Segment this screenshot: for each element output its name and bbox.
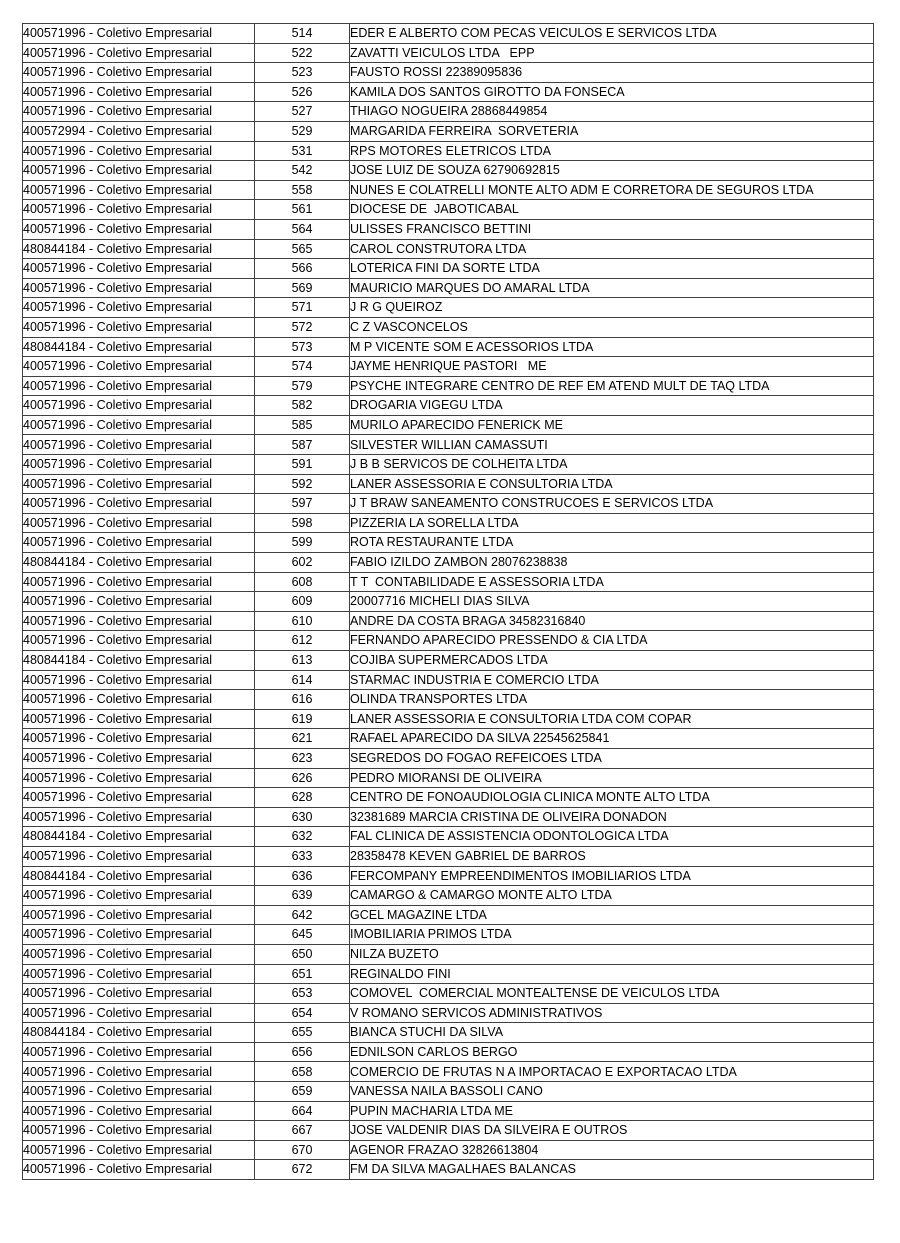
beneficiary-cell: EDER E ALBERTO COM PECAS VEICULOS E SERVICOS LTDA xyxy=(350,24,874,44)
beneficiary-cell: V ROMANO SERVICOS ADMINISTRATIVOS xyxy=(350,1003,874,1023)
plan-cell: 400571996 - Coletivo Empresarial xyxy=(23,82,255,102)
beneficiary-cell: ZAVATTI VEICULOS LTDA EPP xyxy=(350,43,874,63)
beneficiary-cell: LANER ASSESSORIA E CONSULTORIA LTDA COM COPAR xyxy=(350,709,874,729)
beneficiary-cell: ANDRE DA COSTA BRAGA 34582316840 xyxy=(350,611,874,631)
beneficiary-cell: ULISSES FRANCISCO BETTINI xyxy=(350,219,874,239)
beneficiary-cell: M P VICENTE SOM E ACESSORIOS LTDA xyxy=(350,337,874,357)
table-row xyxy=(23,1023,874,1043)
sequence-cell: 612 xyxy=(255,631,350,651)
sequence-cell: 650 xyxy=(255,944,350,964)
beneficiary-cell: EDNILSON CARLOS BERGO xyxy=(350,1042,874,1062)
sequence-cell: 587 xyxy=(255,435,350,455)
sequence-cell: 529 xyxy=(255,121,350,141)
plan-cell: 400571996 - Coletivo Empresarial xyxy=(23,474,255,494)
sequence-cell: 651 xyxy=(255,964,350,984)
sequence-cell: 632 xyxy=(255,827,350,847)
beneficiary-cell: JOSE VALDENIR DIAS DA SILVEIRA E OUTROS xyxy=(350,1121,874,1141)
sequence-cell: 658 xyxy=(255,1062,350,1082)
beneficiary-cell: KAMILA DOS SANTOS GIROTTO DA FONSECA xyxy=(350,82,874,102)
sequence-cell: 542 xyxy=(255,161,350,181)
beneficiary-cell: COJIBA SUPERMERCADOS LTDA xyxy=(350,651,874,671)
sequence-cell: 591 xyxy=(255,455,350,475)
table-row xyxy=(23,219,874,239)
beneficiary-cell: FABIO IZILDO ZAMBON 28076238838 xyxy=(350,553,874,573)
sequence-cell: 598 xyxy=(255,513,350,533)
plan-cell: 400571996 - Coletivo Empresarial xyxy=(23,592,255,612)
plan-cell: 400571996 - Coletivo Empresarial xyxy=(23,63,255,83)
table-row xyxy=(23,474,874,494)
sequence-cell: 667 xyxy=(255,1121,350,1141)
beneficiary-cell: T T CONTABILIDADE E ASSESSORIA LTDA xyxy=(350,572,874,592)
table-row xyxy=(23,396,874,416)
beneficiary-cell: C Z VASCONCELOS xyxy=(350,317,874,337)
plan-cell: 400571996 - Coletivo Empresarial xyxy=(23,1082,255,1102)
beneficiary-cell: VANESSA NAILA BASSOLI CANO xyxy=(350,1082,874,1102)
table-row xyxy=(23,729,874,749)
table-row xyxy=(23,435,874,455)
beneficiary-cell: DROGARIA VIGEGU LTDA xyxy=(350,396,874,416)
table-row xyxy=(23,748,874,768)
sequence-cell: 592 xyxy=(255,474,350,494)
sequence-cell: 566 xyxy=(255,259,350,279)
beneficiary-cell: REGINALDO FINI xyxy=(350,964,874,984)
table-row xyxy=(23,278,874,298)
beneficiary-cell: FAUSTO ROSSI 22389095836 xyxy=(350,63,874,83)
sequence-cell: 531 xyxy=(255,141,350,161)
table-row xyxy=(23,121,874,141)
beneficiary-cell: J B B SERVICOS DE COLHEITA LTDA xyxy=(350,455,874,475)
plan-cell: 400571996 - Coletivo Empresarial xyxy=(23,24,255,44)
sequence-cell: 626 xyxy=(255,768,350,788)
table-row xyxy=(23,63,874,83)
beneficiary-cell: NUNES E COLATRELLI MONTE ALTO ADM E CORRETORA DE SEGUROS LTDA xyxy=(350,180,874,200)
table-row xyxy=(23,827,874,847)
beneficiary-cell: MURILO APARECIDO FENERICK ME xyxy=(350,415,874,435)
sequence-cell: 558 xyxy=(255,180,350,200)
table-row xyxy=(23,651,874,671)
beneficiary-cell: DIOCESE DE JABOTICABAL xyxy=(350,200,874,220)
beneficiary-cell: IMOBILIARIA PRIMOS LTDA xyxy=(350,925,874,945)
sequence-cell: 561 xyxy=(255,200,350,220)
table-row xyxy=(23,513,874,533)
table-row xyxy=(23,180,874,200)
sequence-cell: 664 xyxy=(255,1101,350,1121)
plan-cell: 400571996 - Coletivo Empresarial xyxy=(23,1140,255,1160)
plan-cell: 400571996 - Coletivo Empresarial xyxy=(23,317,255,337)
beneficiary-cell: RAFAEL APARECIDO DA SILVA 22545625841 xyxy=(350,729,874,749)
beneficiary-cell: FAL CLINICA DE ASSISTENCIA ODONTOLOGICA LTDA xyxy=(350,827,874,847)
table-row xyxy=(23,1140,874,1160)
plan-cell: 400571996 - Coletivo Empresarial xyxy=(23,43,255,63)
sequence-cell: 659 xyxy=(255,1082,350,1102)
sequence-cell: 522 xyxy=(255,43,350,63)
table-row xyxy=(23,455,874,475)
beneficiary-cell: PUPIN MACHARIA LTDA ME xyxy=(350,1101,874,1121)
sequence-cell: 574 xyxy=(255,357,350,377)
sequence-cell: 642 xyxy=(255,905,350,925)
sequence-cell: 602 xyxy=(255,553,350,573)
beneficiary-cell: J T BRAW SANEAMENTO CONSTRUCOES E SERVICOS LTDA xyxy=(350,494,874,514)
plan-cell: 400571996 - Coletivo Empresarial xyxy=(23,925,255,945)
plan-cell: 400571996 - Coletivo Empresarial xyxy=(23,709,255,729)
table-row xyxy=(23,161,874,181)
table-row xyxy=(23,944,874,964)
table-row xyxy=(23,768,874,788)
plan-cell: 400571996 - Coletivo Empresarial xyxy=(23,729,255,749)
table-row xyxy=(23,807,874,827)
plan-cell: 480844184 - Coletivo Empresarial xyxy=(23,866,255,886)
table-row xyxy=(23,298,874,318)
sequence-cell: 527 xyxy=(255,102,350,122)
table-row xyxy=(23,239,874,259)
sequence-cell: 633 xyxy=(255,846,350,866)
table-row xyxy=(23,925,874,945)
table-row xyxy=(23,1101,874,1121)
plan-cell: 480844184 - Coletivo Empresarial xyxy=(23,553,255,573)
table-row xyxy=(23,1160,874,1180)
table-row xyxy=(23,337,874,357)
beneficiary-cell: SILVESTER WILLIAN CAMASSUTI xyxy=(350,435,874,455)
table-row xyxy=(23,592,874,612)
benefits-table xyxy=(22,23,874,1180)
plan-cell: 400571996 - Coletivo Empresarial xyxy=(23,278,255,298)
plan-cell: 400571996 - Coletivo Empresarial xyxy=(23,807,255,827)
plan-cell: 400571996 - Coletivo Empresarial xyxy=(23,161,255,181)
table-row xyxy=(23,102,874,122)
table-row xyxy=(23,533,874,553)
plan-cell: 480844184 - Coletivo Empresarial xyxy=(23,651,255,671)
plan-cell: 400571996 - Coletivo Empresarial xyxy=(23,200,255,220)
plan-cell: 400571996 - Coletivo Empresarial xyxy=(23,886,255,906)
sequence-cell: 614 xyxy=(255,670,350,690)
sequence-cell: 639 xyxy=(255,886,350,906)
beneficiary-cell: RPS MOTORES ELETRICOS LTDA xyxy=(350,141,874,161)
table-row xyxy=(23,1042,874,1062)
plan-cell: 400571996 - Coletivo Empresarial xyxy=(23,1003,255,1023)
plan-cell: 400571996 - Coletivo Empresarial xyxy=(23,1160,255,1180)
plan-cell: 400571996 - Coletivo Empresarial xyxy=(23,1101,255,1121)
plan-cell: 480844184 - Coletivo Empresarial xyxy=(23,337,255,357)
table-row xyxy=(23,357,874,377)
sequence-cell: 572 xyxy=(255,317,350,337)
plan-cell: 400571996 - Coletivo Empresarial xyxy=(23,533,255,553)
table-row xyxy=(23,141,874,161)
beneficiary-cell: FM DA SILVA MAGALHAES BALANCAS xyxy=(350,1160,874,1180)
sequence-cell: 628 xyxy=(255,788,350,808)
plan-cell: 400571996 - Coletivo Empresarial xyxy=(23,513,255,533)
beneficiary-cell: CAMARGO & CAMARGO MONTE ALTO LTDA xyxy=(350,886,874,906)
sequence-cell: 623 xyxy=(255,748,350,768)
table-row xyxy=(23,611,874,631)
table-row xyxy=(23,494,874,514)
plan-cell: 480844184 - Coletivo Empresarial xyxy=(23,239,255,259)
beneficiary-cell: MARGARIDA FERREIRA SORVETERIA xyxy=(350,121,874,141)
table-row xyxy=(23,200,874,220)
beneficiary-cell: JOSE LUIZ DE SOUZA 62790692815 xyxy=(350,161,874,181)
beneficiary-cell: PIZZERIA LA SORELLA LTDA xyxy=(350,513,874,533)
beneficiary-cell: PSYCHE INTEGRARE CENTRO DE REF EM ATEND MULT DE TAQ LTDA xyxy=(350,376,874,396)
beneficiary-cell: ROTA RESTAURANTE LTDA xyxy=(350,533,874,553)
plan-cell: 400571996 - Coletivo Empresarial xyxy=(23,631,255,651)
beneficiary-cell: LOTERICA FINI DA SORTE LTDA xyxy=(350,259,874,279)
plan-cell: 400571996 - Coletivo Empresarial xyxy=(23,435,255,455)
table-row xyxy=(23,82,874,102)
table-row xyxy=(23,709,874,729)
table-row xyxy=(23,1062,874,1082)
table-row xyxy=(23,317,874,337)
beneficiary-cell: 28358478 KEVEN GABRIEL DE BARROS xyxy=(350,846,874,866)
plan-cell: 400571996 - Coletivo Empresarial xyxy=(23,376,255,396)
sequence-cell: 571 xyxy=(255,298,350,318)
sequence-cell: 656 xyxy=(255,1042,350,1062)
plan-cell: 400571996 - Coletivo Empresarial xyxy=(23,396,255,416)
beneficiary-cell: AGENOR FRAZAO 32826613804 xyxy=(350,1140,874,1160)
sequence-cell: 582 xyxy=(255,396,350,416)
table-row xyxy=(23,572,874,592)
beneficiary-cell: LANER ASSESSORIA E CONSULTORIA LTDA xyxy=(350,474,874,494)
sequence-cell: 579 xyxy=(255,376,350,396)
table-row xyxy=(23,905,874,925)
table-row xyxy=(23,788,874,808)
plan-cell: 400571996 - Coletivo Empresarial xyxy=(23,944,255,964)
beneficiary-cell: STARMAC INDUSTRIA E COMERCIO LTDA xyxy=(350,670,874,690)
plan-cell: 400571996 - Coletivo Empresarial xyxy=(23,298,255,318)
table-row xyxy=(23,43,874,63)
plan-cell: 400571996 - Coletivo Empresarial xyxy=(23,1121,255,1141)
table-row xyxy=(23,846,874,866)
plan-cell: 400571996 - Coletivo Empresarial xyxy=(23,670,255,690)
plan-cell: 400571996 - Coletivo Empresarial xyxy=(23,1062,255,1082)
table-row xyxy=(23,690,874,710)
sequence-cell: 645 xyxy=(255,925,350,945)
beneficiary-cell: CAROL CONSTRUTORA LTDA xyxy=(350,239,874,259)
beneficiary-cell: COMERCIO DE FRUTAS N A IMPORTACAO E EXPORTACAO LTDA xyxy=(350,1062,874,1082)
plan-cell: 400572994 - Coletivo Empresarial xyxy=(23,121,255,141)
sequence-cell: 514 xyxy=(255,24,350,44)
beneficiary-cell: GCEL MAGAZINE LTDA xyxy=(350,905,874,925)
plan-cell: 400571996 - Coletivo Empresarial xyxy=(23,611,255,631)
plan-cell: 400571996 - Coletivo Empresarial xyxy=(23,984,255,1004)
beneficiary-cell: OLINDA TRANSPORTES LTDA xyxy=(350,690,874,710)
plan-cell: 400571996 - Coletivo Empresarial xyxy=(23,964,255,984)
sequence-cell: 523 xyxy=(255,63,350,83)
sequence-cell: 672 xyxy=(255,1160,350,1180)
table-row xyxy=(23,24,874,44)
beneficiary-cell: JAYME HENRIQUE PASTORI ME xyxy=(350,357,874,377)
table-row xyxy=(23,964,874,984)
plan-cell: 480844184 - Coletivo Empresarial xyxy=(23,1023,255,1043)
plan-cell: 400571996 - Coletivo Empresarial xyxy=(23,788,255,808)
plan-cell: 400571996 - Coletivo Empresarial xyxy=(23,748,255,768)
plan-cell: 400571996 - Coletivo Empresarial xyxy=(23,415,255,435)
plan-cell: 400571996 - Coletivo Empresarial xyxy=(23,690,255,710)
plan-cell: 400571996 - Coletivo Empresarial xyxy=(23,180,255,200)
document-page xyxy=(22,23,874,1180)
beneficiary-cell: FERNANDO APARECIDO PRESSENDO & CIA LTDA xyxy=(350,631,874,651)
plan-cell: 400571996 - Coletivo Empresarial xyxy=(23,455,255,475)
beneficiary-cell: BIANCA STUCHI DA SILVA xyxy=(350,1023,874,1043)
beneficiary-cell: NILZA BUZETO xyxy=(350,944,874,964)
sequence-cell: 526 xyxy=(255,82,350,102)
table-row xyxy=(23,1003,874,1023)
sequence-cell: 565 xyxy=(255,239,350,259)
table-row xyxy=(23,1121,874,1141)
beneficiary-cell: SEGREDOS DO FOGAO REFEICOES LTDA xyxy=(350,748,874,768)
plan-cell: 400571996 - Coletivo Empresarial xyxy=(23,141,255,161)
sequence-cell: 619 xyxy=(255,709,350,729)
sequence-cell: 616 xyxy=(255,690,350,710)
sequence-cell: 654 xyxy=(255,1003,350,1023)
beneficiary-cell: 32381689 MARCIA CRISTINA DE OLIVEIRA DONADON xyxy=(350,807,874,827)
table-body xyxy=(23,24,874,1180)
beneficiary-cell: THIAGO NOGUEIRA 28868449854 xyxy=(350,102,874,122)
beneficiary-cell: PEDRO MIORANSI DE OLIVEIRA xyxy=(350,768,874,788)
plan-cell: 400571996 - Coletivo Empresarial xyxy=(23,572,255,592)
table-row xyxy=(23,553,874,573)
beneficiary-cell: 20007716 MICHELI DIAS SILVA xyxy=(350,592,874,612)
sequence-cell: 653 xyxy=(255,984,350,1004)
table-row xyxy=(23,1082,874,1102)
table-row xyxy=(23,886,874,906)
table-row xyxy=(23,376,874,396)
plan-cell: 400571996 - Coletivo Empresarial xyxy=(23,1042,255,1062)
sequence-cell: 655 xyxy=(255,1023,350,1043)
sequence-cell: 569 xyxy=(255,278,350,298)
beneficiary-cell: COMOVEL COMERCIAL MONTEALTENSE DE VEICULOS LTDA xyxy=(350,984,874,1004)
sequence-cell: 636 xyxy=(255,866,350,886)
plan-cell: 400571996 - Coletivo Empresarial xyxy=(23,102,255,122)
plan-cell: 480844184 - Coletivo Empresarial xyxy=(23,827,255,847)
beneficiary-cell: MAURICIO MARQUES DO AMARAL LTDA xyxy=(350,278,874,298)
beneficiary-cell: J R G QUEIROZ xyxy=(350,298,874,318)
sequence-cell: 610 xyxy=(255,611,350,631)
sequence-cell: 608 xyxy=(255,572,350,592)
table-row xyxy=(23,866,874,886)
plan-cell: 400571996 - Coletivo Empresarial xyxy=(23,905,255,925)
sequence-cell: 597 xyxy=(255,494,350,514)
table-row xyxy=(23,415,874,435)
sequence-cell: 585 xyxy=(255,415,350,435)
sequence-cell: 599 xyxy=(255,533,350,553)
table-row xyxy=(23,984,874,1004)
plan-cell: 400571996 - Coletivo Empresarial xyxy=(23,846,255,866)
beneficiary-cell: CENTRO DE FONOAUDIOLOGIA CLINICA MONTE ALTO LTDA xyxy=(350,788,874,808)
plan-cell: 400571996 - Coletivo Empresarial xyxy=(23,219,255,239)
sequence-cell: 630 xyxy=(255,807,350,827)
beneficiary-cell: FERCOMPANY EMPREENDIMENTOS IMOBILIARIOS LTDA xyxy=(350,866,874,886)
sequence-cell: 573 xyxy=(255,337,350,357)
plan-cell: 400571996 - Coletivo Empresarial xyxy=(23,259,255,279)
table-row xyxy=(23,670,874,690)
sequence-cell: 621 xyxy=(255,729,350,749)
table-row xyxy=(23,259,874,279)
sequence-cell: 613 xyxy=(255,651,350,671)
sequence-cell: 670 xyxy=(255,1140,350,1160)
table-row xyxy=(23,631,874,651)
plan-cell: 400571996 - Coletivo Empresarial xyxy=(23,494,255,514)
sequence-cell: 564 xyxy=(255,219,350,239)
sequence-cell: 609 xyxy=(255,592,350,612)
plan-cell: 400571996 - Coletivo Empresarial xyxy=(23,768,255,788)
plan-cell: 400571996 - Coletivo Empresarial xyxy=(23,357,255,377)
